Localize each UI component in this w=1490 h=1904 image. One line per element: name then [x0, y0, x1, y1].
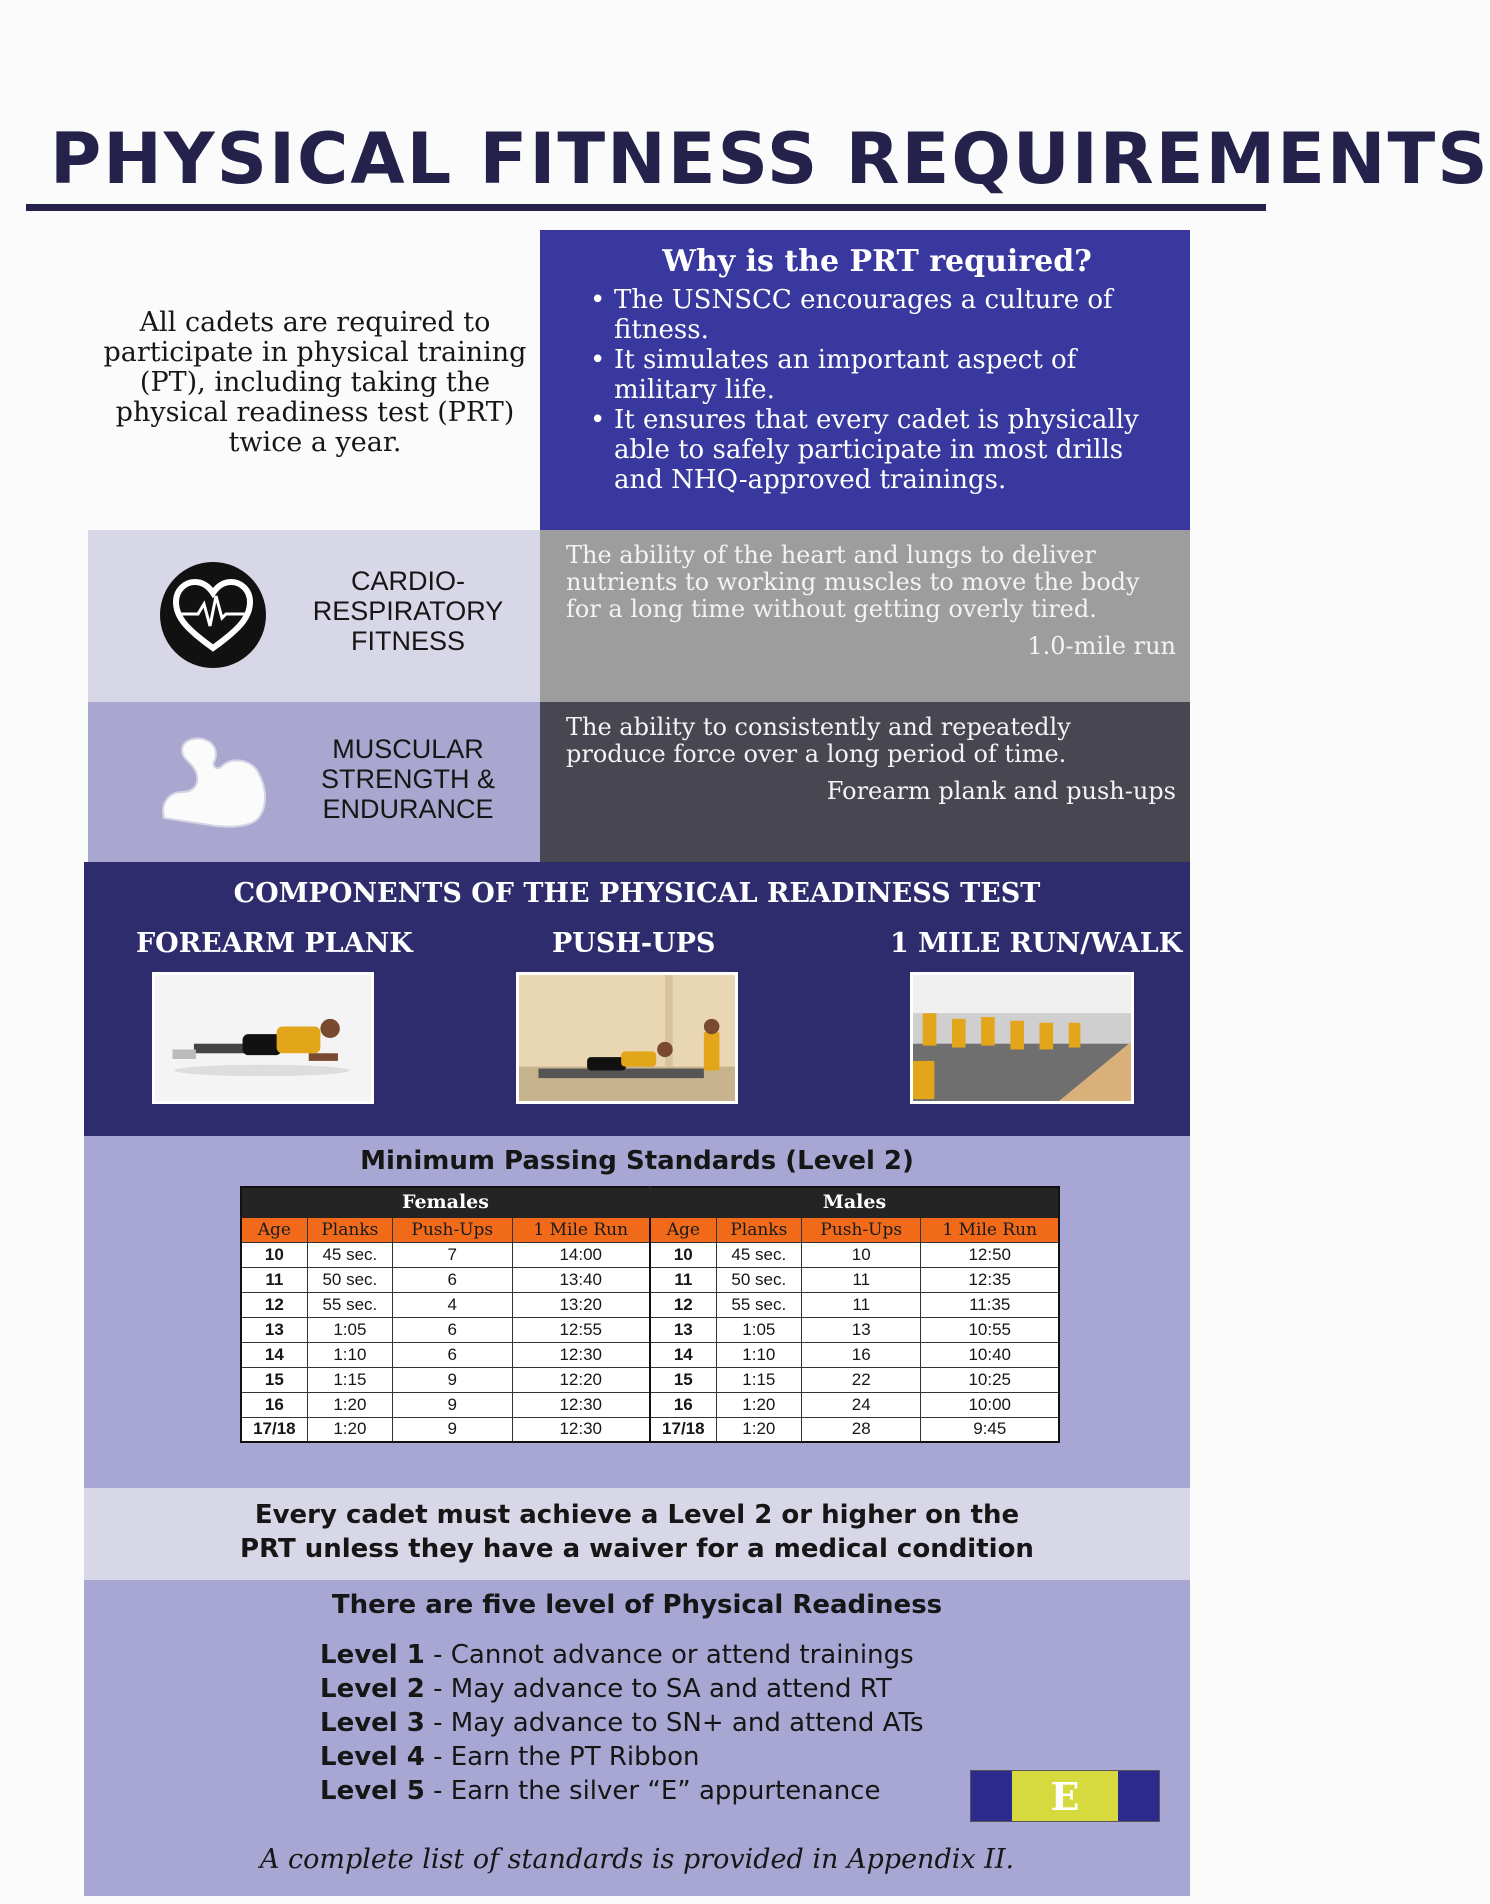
level-name: Level 1 [320, 1640, 425, 1670]
column-header: Age [650, 1217, 716, 1242]
column-header: Planks [716, 1217, 801, 1242]
table-cell: 9 [393, 1367, 512, 1392]
cardio-label: CARDIO-RESPIRATORY FITNESS [312, 566, 504, 656]
muscular-test: Forearm plank and push-ups [826, 777, 1176, 805]
standards-title: Minimum Passing Standards (Level 2) [360, 1146, 914, 1176]
table-cell: 10 [802, 1242, 921, 1267]
e-appurtenance: E [1050, 1774, 1080, 1819]
table-row [241, 1392, 1059, 1417]
muscular-label-panel [88, 702, 540, 862]
table-cell: 12:30 [512, 1342, 650, 1367]
table-cell: 14 [650, 1342, 716, 1367]
intro-text: All cadets are required to participate in physical training (PT), including taking the physical readiness test (PRT) twice a year. [103, 307, 527, 458]
why-prt-bullet: • It simulates an important aspect of military life. [590, 345, 1164, 405]
table-cell: 4 [393, 1292, 512, 1317]
level-text: - Earn the silver “E” appurtenance [424, 1776, 881, 1806]
table-cell: 16 [802, 1342, 921, 1367]
column-header: Planks [307, 1217, 392, 1242]
push-ups-photo [516, 972, 738, 1104]
level2-notice-line: PRT unless they have a waiver for a medical condition [240, 1534, 1034, 1564]
table-cell: 12:30 [512, 1417, 650, 1442]
muscular-row [88, 702, 1190, 862]
table-row [241, 1417, 1059, 1442]
table-cell: 12:50 [921, 1242, 1059, 1267]
cardio-description: The ability of the heart and lungs to deliver nutrients to working muscles to move the body for a long time without getting overly tired. [566, 541, 1140, 623]
table-cell: 11:35 [921, 1292, 1059, 1317]
column-header: 1 Mile Run [921, 1217, 1059, 1242]
table-row [241, 1242, 1059, 1267]
standards-table [240, 1186, 1060, 1443]
table-cell: 16 [241, 1392, 307, 1417]
cardio-label-panel [88, 530, 540, 702]
table-cell: 10:25 [921, 1367, 1059, 1392]
table-cell: 1:20 [716, 1392, 801, 1417]
females-header: Females [241, 1187, 650, 1217]
males-header: Males [650, 1187, 1059, 1217]
table-cell: 9 [393, 1417, 512, 1442]
table-cell: 10 [241, 1242, 307, 1267]
ribbon-stripe [1012, 1771, 1117, 1821]
table-cell: 11 [650, 1267, 716, 1292]
table-row [241, 1342, 1059, 1367]
component-forearm-plank: FOREARM PLANK [136, 928, 413, 959]
level-item [320, 1638, 924, 1672]
levels-list [320, 1638, 924, 1808]
table-cell: 17/18 [650, 1417, 716, 1442]
table-cell: 10:55 [921, 1317, 1059, 1342]
title-underline [26, 204, 1266, 211]
table-cell: 12:35 [921, 1267, 1059, 1292]
component-push-ups: PUSH-UPS [552, 928, 716, 959]
table-cell: 15 [650, 1367, 716, 1392]
appendix-note: A complete list of standards is provided in Appendix II. [259, 1844, 1015, 1875]
column-header: Push-Ups [393, 1217, 512, 1242]
table-cell: 55 sec. [716, 1292, 801, 1317]
table-cell: 10:00 [921, 1392, 1059, 1417]
table-cell: 1:20 [307, 1417, 392, 1442]
table-cell: 1:10 [716, 1342, 801, 1367]
table-cell: 22 [802, 1367, 921, 1392]
page-title: PHYSICAL FITNESS REQUIREMENTS [50, 118, 1490, 200]
level2-notice-line: Every cadet must achieve a Level 2 or higher on the [254, 1500, 1020, 1530]
level-text: - Earn the PT Ribbon [424, 1742, 700, 1772]
table-row [241, 1267, 1059, 1292]
cardio-description-panel [540, 530, 1190, 702]
level2-notice [84, 1488, 1190, 1580]
level-name: Level 4 [320, 1742, 425, 1772]
why-prt-list [590, 285, 1164, 495]
table-cell: 1:15 [307, 1367, 392, 1392]
table-cell: 13:20 [512, 1292, 650, 1317]
level-name: Level 3 [320, 1708, 425, 1738]
table-cell: 28 [802, 1417, 921, 1442]
table-cell: 14 [241, 1342, 307, 1367]
table-row [241, 1292, 1059, 1317]
table-cell: 17/18 [241, 1417, 307, 1442]
readiness-levels-panel [84, 1580, 1190, 1896]
table-column-header [241, 1217, 1059, 1242]
components-title: COMPONENTS OF THE PHYSICAL READINESS TEST [233, 878, 1041, 909]
table-cell: 55 sec. [307, 1292, 392, 1317]
standards-panel [84, 1136, 1190, 1488]
e-ribbon [970, 1770, 1160, 1822]
table-cell: 24 [802, 1392, 921, 1417]
table-cell: 1:20 [716, 1417, 801, 1442]
table-cell: 1:20 [307, 1392, 392, 1417]
table-cell: 12:30 [512, 1392, 650, 1417]
why-prt-panel [540, 230, 1190, 530]
table-cell: 9 [393, 1392, 512, 1417]
flexed-arm-icon [156, 732, 278, 832]
muscular-description: The ability to consistently and repeatedly produce force over a long period of time. [566, 713, 1071, 768]
level-item [320, 1774, 924, 1808]
table-cell: 10 [650, 1242, 716, 1267]
column-header: 1 Mile Run [512, 1217, 650, 1242]
table-cell: 12:20 [512, 1367, 650, 1392]
table-cell: 12 [241, 1292, 307, 1317]
table-cell: 1:15 [716, 1367, 801, 1392]
table-cell: 6 [393, 1267, 512, 1292]
table-cell: 1:05 [716, 1317, 801, 1342]
table-cell: 1:10 [307, 1342, 392, 1367]
table-cell: 11 [241, 1267, 307, 1292]
table-cell: 9:45 [921, 1417, 1059, 1442]
table-cell: 10:40 [921, 1342, 1059, 1367]
why-prt-bullet: • It ensures that every cadet is physically able to safely participate in most drills and NHQ-approved trainings. [590, 405, 1164, 495]
table-cell: 14:00 [512, 1242, 650, 1267]
table-cell: 6 [393, 1317, 512, 1342]
table-cell: 6 [393, 1342, 512, 1367]
muscular-label: MUSCULAR STRENGTH & ENDURANCE [320, 734, 495, 824]
table-cell: 12 [650, 1292, 716, 1317]
table-cell: 13:40 [512, 1267, 650, 1292]
table-cell: 13 [241, 1317, 307, 1342]
level-text: - Cannot advance or attend trainings [424, 1640, 914, 1670]
level-item [320, 1706, 924, 1740]
ribbon-stripe [1118, 1771, 1159, 1821]
table-group-header [241, 1187, 1059, 1217]
level-text: - May advance to SA and attend RT [424, 1674, 892, 1704]
table-cell: 7 [393, 1242, 512, 1267]
plank-photo [152, 972, 374, 1104]
table-cell: 11 [802, 1292, 921, 1317]
table-cell: 1:05 [307, 1317, 392, 1342]
table-cell: 12:55 [512, 1317, 650, 1342]
table-cell: 16 [650, 1392, 716, 1417]
muscular-description-panel [540, 702, 1190, 862]
table-cell: 50 sec. [307, 1267, 392, 1292]
column-header: Age [241, 1217, 307, 1242]
level-item [320, 1740, 924, 1774]
table-cell: 11 [802, 1267, 921, 1292]
level-item [320, 1672, 924, 1706]
level-name: Level 5 [320, 1776, 425, 1806]
table-cell: 45 sec. [307, 1242, 392, 1267]
table-row [241, 1317, 1059, 1342]
table-cell: 13 [802, 1317, 921, 1342]
why-prt-title: Why is the PRT required? [662, 244, 1092, 279]
heartbeat-icon [158, 560, 268, 670]
component-mile-run: 1 MILE RUN/WALK [890, 928, 1183, 959]
table-cell: 13 [650, 1317, 716, 1342]
table-cell: 50 sec. [716, 1267, 801, 1292]
cardio-test: 1.0-mile run [1027, 632, 1176, 660]
levels-title: There are five level of Physical Readiness [331, 1590, 943, 1620]
why-prt-bullet: • The USNSCC encourages a culture of fitness. [590, 285, 1164, 345]
run-walk-photo [910, 972, 1134, 1104]
table-cell: 15 [241, 1367, 307, 1392]
table-row [241, 1367, 1059, 1392]
ribbon-stripe [971, 1771, 1012, 1821]
cardio-row [88, 530, 1190, 702]
level-name: Level 2 [320, 1674, 425, 1704]
prt-components-panel [84, 862, 1190, 1136]
level-text: - May advance to SN+ and attend ATs [424, 1708, 924, 1738]
standards-table-body [241, 1242, 1059, 1442]
table-cell: 45 sec. [716, 1242, 801, 1267]
column-header: Push-Ups [802, 1217, 921, 1242]
